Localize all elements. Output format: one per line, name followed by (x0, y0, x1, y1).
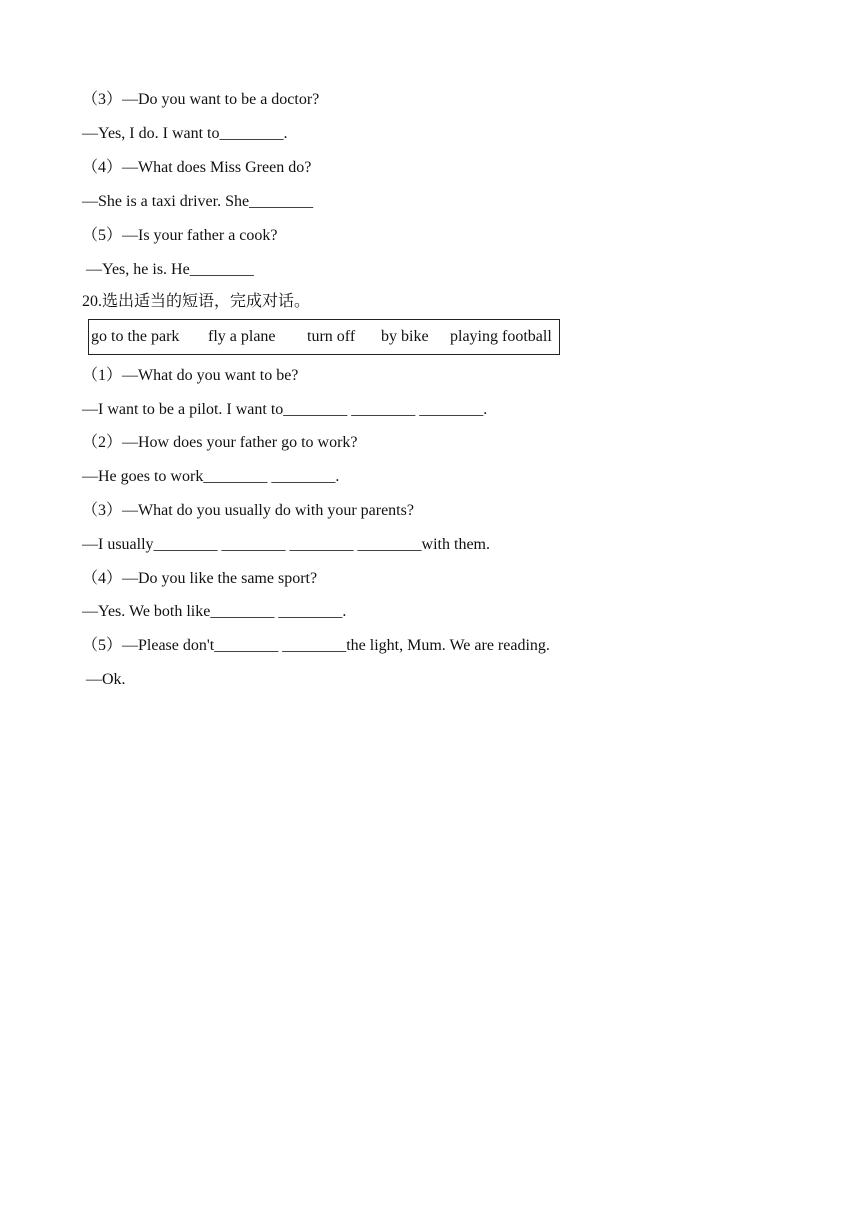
s20-question-5-prompt: （5）—Please don't________ ________the light, Mum. We are reading. (82, 637, 550, 654)
question-3-answer: —Yes, I do. I want to________. (82, 125, 288, 142)
question-5-prompt: （5）—Is your father a cook? (82, 227, 278, 244)
word-bank-box (88, 319, 560, 355)
s20-question-2-answer: —He goes to work________ ________. (82, 468, 340, 485)
word-bank-item: by bike (381, 328, 429, 345)
s20-question-1-prompt: （1）—What do you want to be? (82, 367, 299, 384)
word-bank-item: go to the park (91, 328, 180, 345)
section-20-title: 20.选出适当的短语，完成对话。 (82, 293, 311, 310)
s20-question-4-answer: —Yes. We both like________ ________. (82, 603, 347, 620)
question-4-answer: —She is a taxi driver. She________ (82, 193, 314, 210)
s20-question-3-answer: —I usually________ ________ ________ ________with them. (82, 536, 490, 553)
s20-question-2-prompt: （2）—How does your father go to work? (82, 434, 358, 451)
question-3-prompt: （3）—Do you want to be a doctor? (82, 91, 320, 108)
s20-question-4-prompt: （4）—Do you like the same sport? (82, 570, 318, 587)
s20-question-5-answer: —Ok. (82, 671, 126, 688)
s20-question-3-prompt: （3）—What do you usually do with your parents? (82, 502, 414, 519)
word-bank-item: playing football (450, 328, 552, 345)
word-bank-item: turn off (307, 328, 356, 345)
question-4-prompt: （4）—What does Miss Green do? (82, 159, 312, 176)
s20-question-1-answer: —I want to be a pilot. I want to________ ________ ________. (82, 401, 488, 418)
word-bank-item: fly a plane (208, 328, 276, 345)
question-5-answer: —Yes, he is. He________ (82, 261, 254, 278)
